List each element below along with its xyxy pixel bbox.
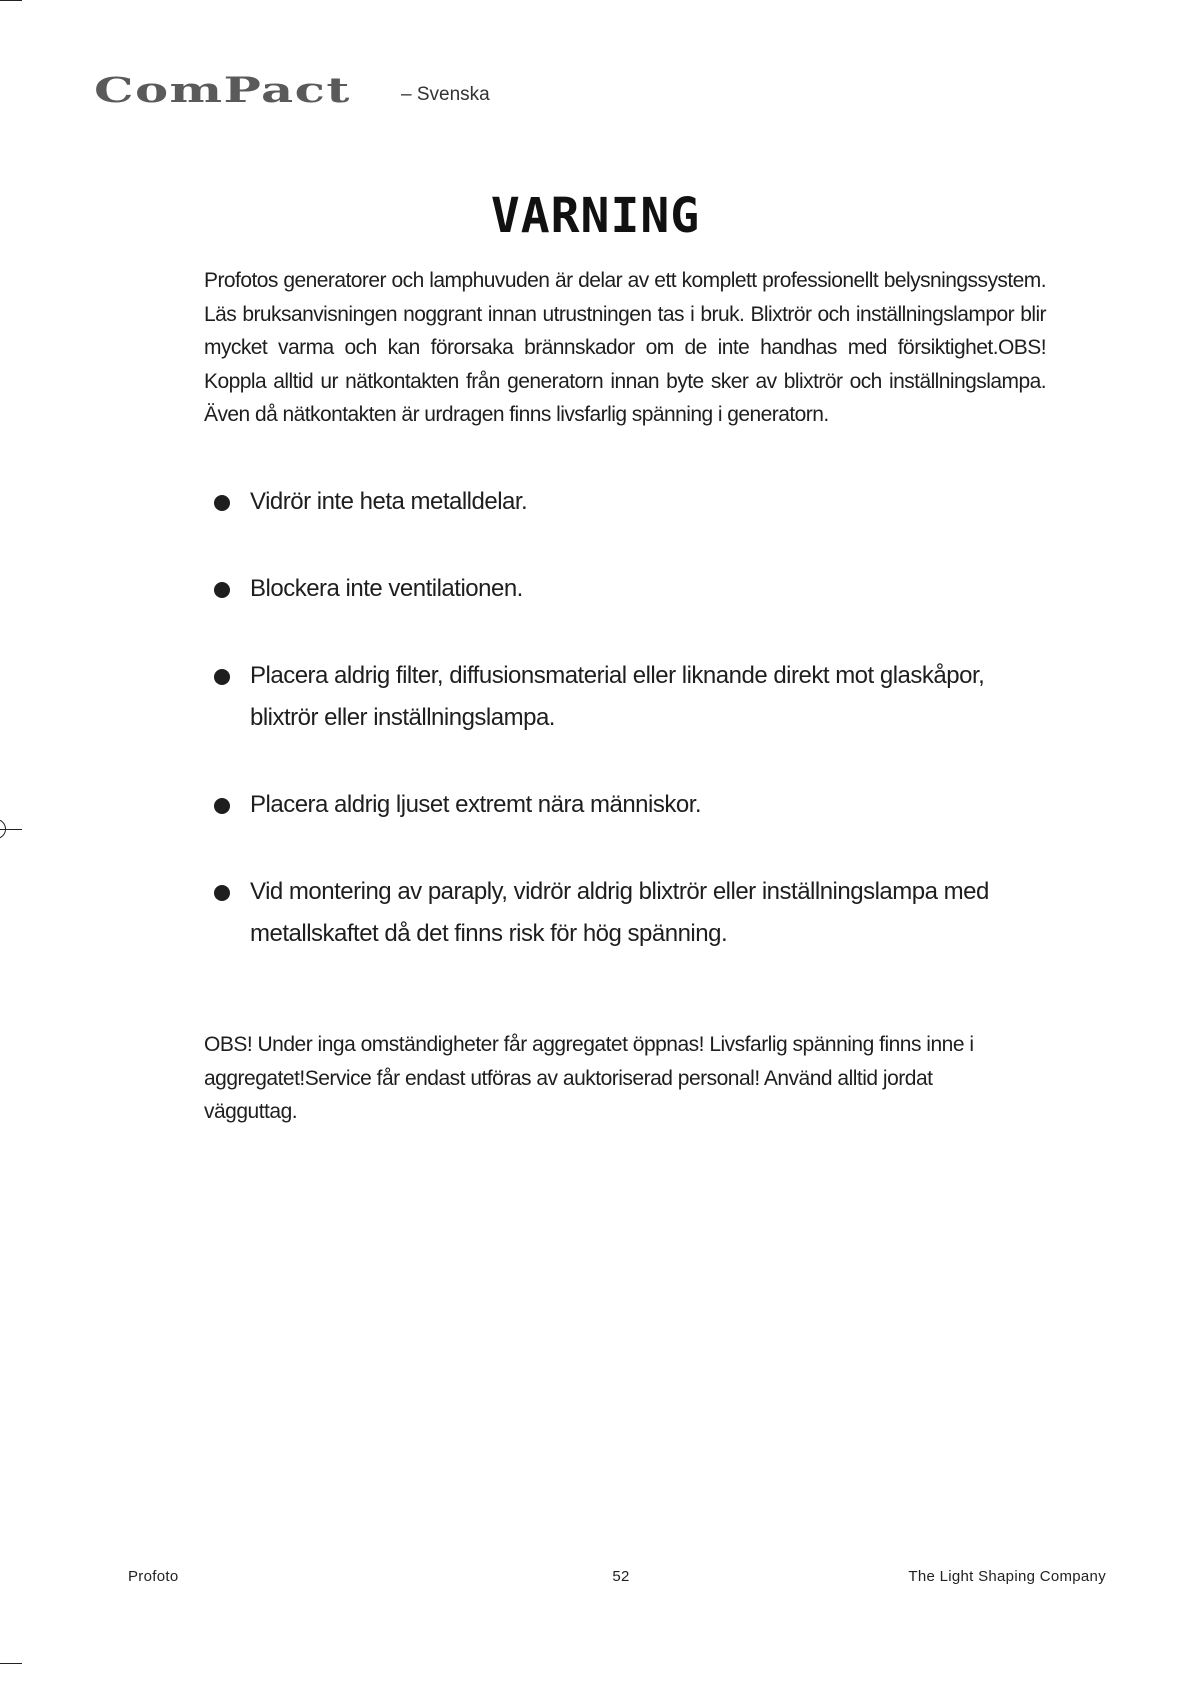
list-item (212, 655, 1032, 739)
page-header (94, 58, 490, 111)
list-item (212, 871, 1032, 955)
footer-tagline: The Light Shaping Company (908, 1568, 1106, 1585)
registration-mark-circle (0, 819, 6, 839)
warning-list (212, 481, 1032, 1000)
list-item (212, 481, 1032, 523)
intro-paragraph: Profotos generatorer och lamphuvuden är delar av ett komplett professionellt belysningssystem. Läs bruksanvisningen noggrant innan utrustningen tas i bruk. Blixtrör och inställningslampor blir mycket varma och kan förorsaka brännskador om de inte handhas med försiktighet.OBS! Koppla alltid ur nätkontakten från generatorn innan byte sker av blixtrör och inställningslampa. Även då nätkontakten är urdragen finns livsfarlig spänning i generatorn. (204, 269, 1046, 426)
bullet-icon (214, 495, 230, 511)
list-item-text: Blockera inte ventilationen. (250, 575, 523, 602)
list-item-text: Placera aldrig filter, diffusionsmaterial eller liknande direkt mot glaskåpor, blixtrör eller inställningslampa. (250, 662, 985, 731)
bullet-icon (214, 798, 230, 814)
language-label: – Svenska (401, 84, 490, 105)
crop-mark-bottom-left (0, 1663, 22, 1664)
list-item (212, 784, 1032, 826)
list-item (212, 568, 1032, 610)
list-item-text: Vidrör inte heta metalldelar. (250, 488, 528, 515)
footer-brand: Profoto (128, 1568, 179, 1585)
bullet-icon (214, 582, 230, 598)
bullet-icon (214, 885, 230, 901)
compact-logo: ComPact (94, 70, 351, 111)
page-title: VARNING (490, 188, 701, 244)
list-item-text: Placera aldrig ljuset extremt nära människor. (250, 791, 702, 818)
page-number: 52 (612, 1568, 630, 1585)
list-item-text: Vid montering av paraply, vidrör aldrig blixtrör eller inställningslampa med metallskaftet då det finns risk för hög spänning. (250, 878, 989, 947)
safety-note: OBS! Under inga omständigheter får aggregatet öppnas! Livsfarlig spänning finns inne i aggregatet!Service får endast utföras av auktoriserad personal! Använd alltid jordat vägguttag. (204, 1033, 974, 1123)
crop-mark-top-left (0, 0, 22, 1)
bullet-icon (214, 669, 230, 685)
